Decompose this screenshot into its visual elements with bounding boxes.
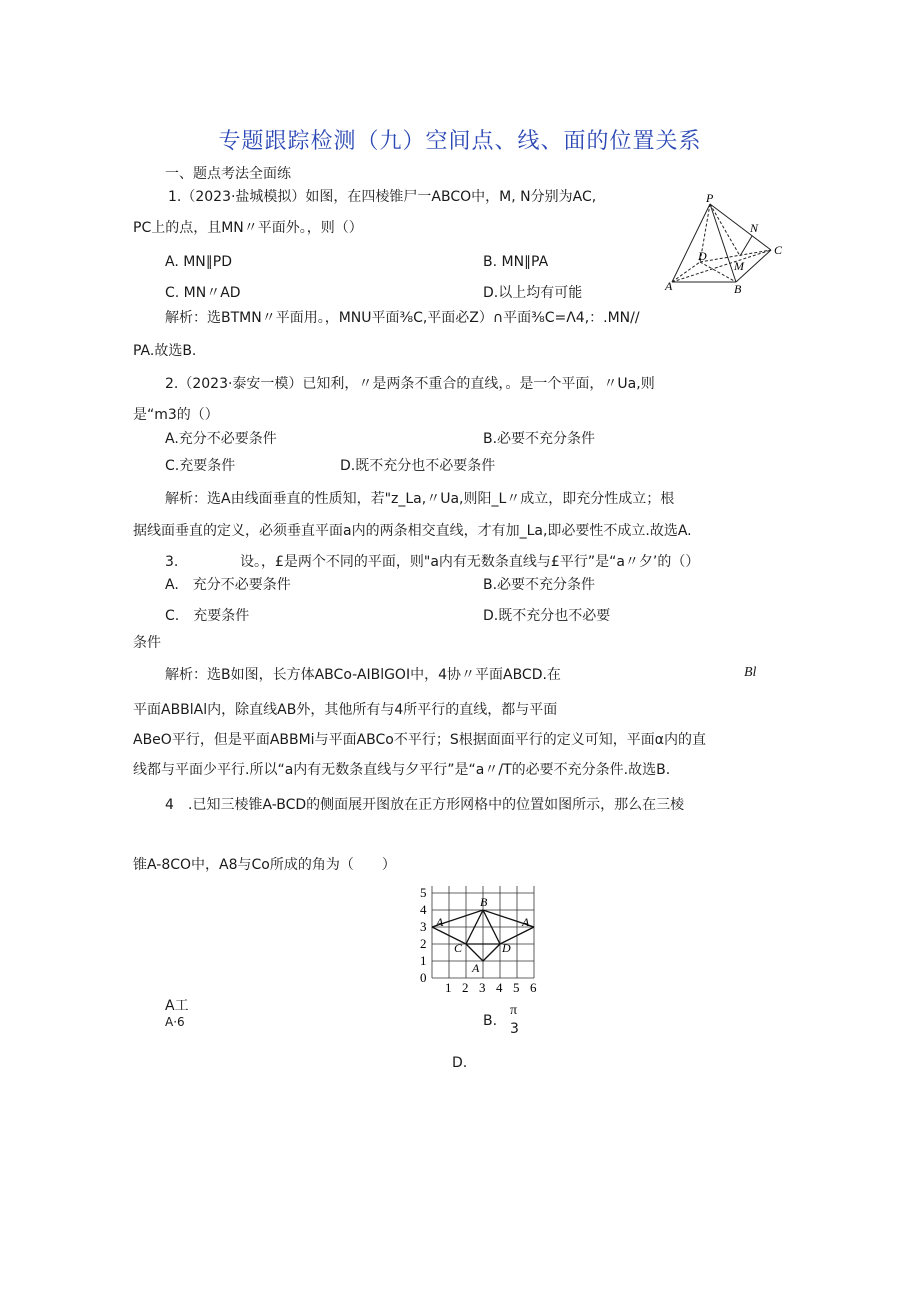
q2-analysis-line1: 解析：选A由线面垂直的性质知，若"z_La,〃Ua,则阳_L〃成立，即充分性成立；根 [165,491,675,507]
y-tick-1: 1 [420,953,427,968]
q4-option-a: A工 [165,998,189,1014]
q1-stem-line2: PC上的点，且MN〃平面外。，则（） [133,220,363,236]
q4-stem-line2: 锥A-8CO中，A8与Co所成的角为（ ） [133,857,396,873]
y-tick-5: 5 [420,885,427,900]
q3-analysis-line2: 平面ABBlAl内，除直线AB外，其他所有与4所平行的直线，都与平面 [133,702,558,718]
x-tick-2: 2 [462,980,469,995]
net-grid-figure [412,880,542,995]
q2-stem-line1: 2.（2023·泰安一模）已知利，〃是两条不重合的直线，。是一个平面，〃Ua,则 [165,376,655,392]
q1-option-b: B. MN∥PA [483,254,549,270]
label-c: C [774,243,783,257]
q1-option-a: A. MN∥PD [165,254,233,270]
q2-stem-line2: 是“m3的（） [133,407,219,423]
q4-option-b-denominator: 3 [510,1021,519,1037]
grid-label-c: C [454,941,463,955]
y-tick-4: 4 [420,902,427,917]
grid-label-a-bottom: A [472,961,480,975]
x-tick-4: 4 [496,980,503,995]
label-n: N [750,221,759,235]
y-tick-0: 0 [420,970,427,985]
q4-stem-line1: .已知三棱锥A-BCD的侧面展开图放在正方形网格中的位置如图所示，那么在三棱 [188,797,685,813]
section-heading: 一、题点考法全面练 [165,166,291,182]
label-m: M [734,259,744,273]
q4-option-b-numerator: π [510,1003,518,1018]
q2-option-c: C.充要条件 [165,458,236,474]
q3-analysis-line4: 线都与平面少平行.所以“a内有无数条直线与夕平行”是“a〃/T的必要不充分条件.故选B. [133,762,671,778]
q4-option-b: B. [483,1013,498,1029]
x-tick-1: 1 [445,980,452,995]
grid-label-d: D [502,941,511,955]
label-d: D [698,249,707,263]
page-title: 专题跟踪检测（九）空间点、线、面的位置关系 [218,129,702,154]
q3-option-a: A. 充分不必要条件 [165,577,291,593]
q3-analysis-line1: 解析：选B如图，长方体ABCo-AIBlGOI中，4协〃平面ABCD.在 [165,667,561,683]
x-tick-6: 6 [530,980,537,995]
q3-option-c: C. 充要条件 [165,608,250,624]
x-tick-5: 5 [513,980,520,995]
x-tick-3: 3 [479,980,486,995]
q1-analysis-line1: 解析：选BTMN〃平面用。，MNU平面⅜C,平面必Z）∩平面⅜C=Λ4,：.MN// [165,310,640,326]
grid-label-a-left: A [436,915,444,929]
q3-option-d: D.既不充分也不必要 [483,608,611,624]
q1-stem-line1: 1.（2023·盐城模拟）如图，在四棱锥尸一ABCO中，M, N分别为AC, [168,189,597,205]
q2-option-b: B.必要不充分条件 [483,431,596,447]
q2-option-d: D.既不充分也不必要条件 [340,458,496,474]
q4-option-a-sub: A·6 [165,1015,185,1029]
q2-option-a: A.充分不必要条件 [165,431,277,447]
q4-number: 4 [165,797,174,813]
pyramid-figure [660,192,785,297]
grid-label-a-right: A [522,915,530,929]
label-b: B [734,282,742,296]
q4-option-d: D. [452,1055,468,1071]
q3-stem: 设。，£是两个不同的平面，则"a内有无数条直线与£平行”是“a〃夕’的（） [240,554,700,570]
q1-option-d: D.以上均有可能 [483,285,583,301]
q1-analysis-line2: PA.故选B. [133,343,197,359]
q2-analysis-line2: 据线面垂直的定义，必须垂直平面a内的两条相交直线，才有加_La,即必要性不成立.故选A. [133,523,692,539]
q3-side-label: Bl [744,665,757,680]
q3-number: 3. [165,554,179,570]
y-tick-2: 2 [420,936,427,951]
q1-option-c: C. MN〃AD [165,285,241,301]
q3-option-b: B.必要不充分条件 [483,577,596,593]
label-p: P [706,192,714,205]
label-a: A [665,279,673,293]
q3-analysis-line3: ABeO平行，但是平面ABBMi与平面ABCo不平行；S根据面面平行的定义可知，平面α内的直 [133,732,706,748]
grid-label-b: B [480,895,488,909]
y-tick-3: 3 [420,919,427,934]
q3-option-d-continued: 条件 [133,635,161,651]
